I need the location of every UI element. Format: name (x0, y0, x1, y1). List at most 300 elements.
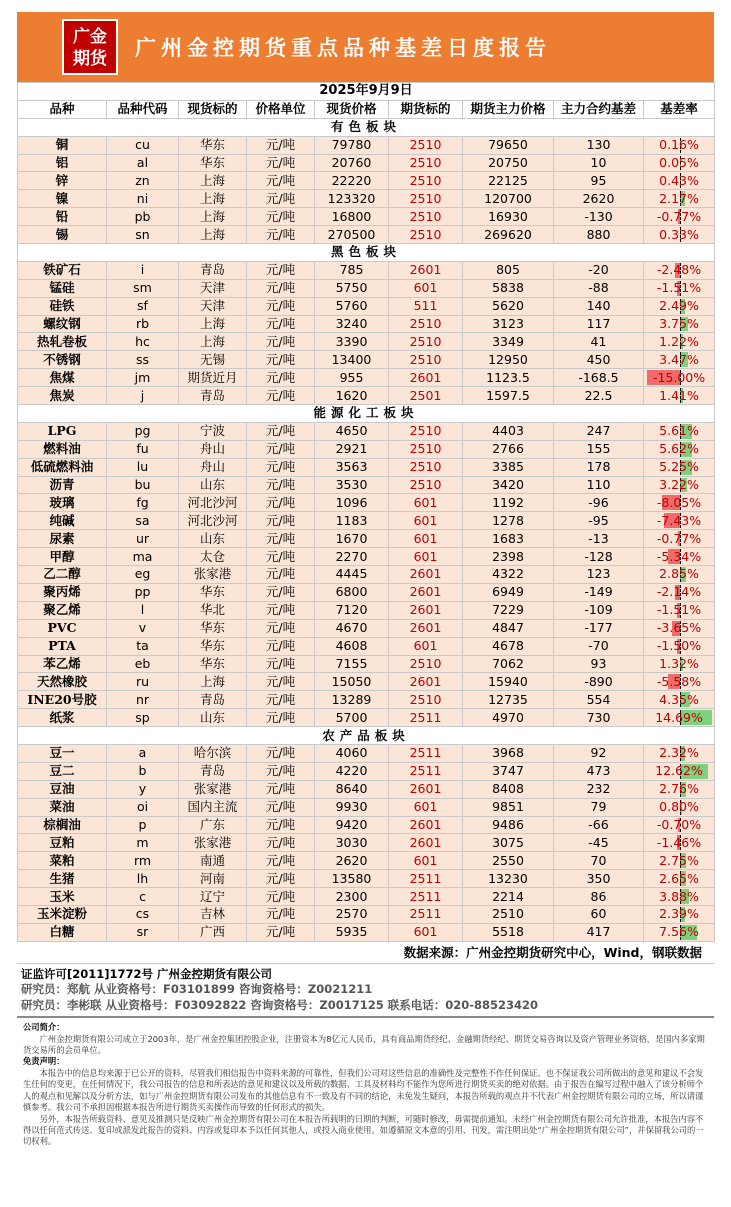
cell-contract: 601 (389, 923, 463, 941)
cell-basis: -88 (554, 279, 644, 297)
cell-basis: 140 (554, 297, 644, 315)
cell-code: rm (107, 852, 179, 870)
cell-unit: 元/吨 (247, 601, 315, 619)
cell-spot: 3530 (315, 476, 389, 494)
cell-basis: 79 (554, 798, 644, 816)
company-text: 广州金控期货有限公司成立于2003年，是广州金控集团控股企业，注册资本为8亿元人民币，具有商品期货经纪、金融期货经纪、期货交易咨询以及资产管理业务资格，是国内多家期货交易所的会员单位。 (23, 1033, 705, 1056)
cell-futures: 3385 (463, 458, 554, 476)
cell-spot: 1096 (315, 494, 389, 512)
cell-name: 纸浆 (18, 709, 107, 727)
cell-spot: 1670 (315, 530, 389, 548)
cell-location: 吉林 (179, 905, 247, 923)
cell-rate (644, 619, 715, 637)
table-row (18, 905, 715, 923)
table-row (18, 780, 715, 798)
cell-unit: 元/吨 (247, 458, 315, 476)
cell-futures: 7229 (463, 601, 554, 619)
cell-basis: 730 (554, 709, 644, 727)
cell-futures: 120700 (463, 190, 554, 208)
cell-basis: 417 (554, 923, 644, 941)
cell-basis: 86 (554, 888, 644, 906)
cell-basis: 95 (554, 172, 644, 190)
rate-text: -1.46% (656, 834, 702, 850)
cell-name: 天然橡胶 (18, 673, 107, 691)
cell-location: 河南 (179, 870, 247, 888)
cell-code: p (107, 816, 179, 834)
cell-unit: 元/吨 (247, 226, 315, 244)
cell-location: 上海 (179, 673, 247, 691)
table-row (18, 136, 715, 154)
cell-contract: 2510 (389, 226, 463, 244)
table-row (18, 816, 715, 834)
cell-futures: 4970 (463, 709, 554, 727)
cell-contract: 2601 (389, 566, 463, 584)
disclaimer-paragraph-1: 本报告中的信息均来源于已公开的资料，尽管我们相信报告中资料来源的可靠性，但我们公司对这些信息的准确性及完整性不作任何保证。也不保证我公司所做出的意见和建议不会发生任何的变更，在任何情况下，我公司报告的信息和所表达的意见和建议以及所载的数据、工具及材料均不能作为您所进行期货买卖的绝对依据。由于报告在编写过程中融入了该分析师个人的观点和见解以及分析方法，如与广州金控期货有限公司发布的其他信息有不一致及有不同的结论，未免发生疑问，本报告所载的观点并不代表广州金控期货有限公司的立场，所以请谨慎参考。我公司不承担因根据本报告所进行期货买卖操作而导致的任何形式的损失。 (23, 1067, 704, 1113)
rate-text: 2.49% (659, 298, 699, 314)
table-row (18, 762, 715, 780)
cell-spot: 2300 (315, 888, 389, 906)
cell-location: 天津 (179, 297, 247, 315)
cell-basis: 247 (554, 422, 644, 440)
cell-spot: 79780 (315, 136, 389, 154)
report-banner (17, 12, 714, 82)
table-row (18, 208, 715, 226)
cell-code: ss (107, 351, 179, 369)
cell-contract: 2510 (389, 458, 463, 476)
cell-unit: 元/吨 (247, 691, 315, 709)
cell-rate (644, 691, 715, 709)
cell-unit: 元/吨 (247, 619, 315, 637)
cell-location: 青岛 (179, 387, 247, 405)
cell-unit: 元/吨 (247, 261, 315, 279)
cell-unit: 元/吨 (247, 923, 315, 941)
cell-futures: 20750 (463, 154, 554, 172)
cell-contract: 601 (389, 530, 463, 548)
cell-code: rb (107, 315, 179, 333)
rate-text: 2.75% (659, 852, 699, 868)
cell-spot: 3240 (315, 315, 389, 333)
rate-text: 0.43% (659, 172, 699, 188)
table-row (18, 888, 715, 906)
cell-spot: 955 (315, 369, 389, 387)
cell-contract: 2510 (389, 172, 463, 190)
cell-name: INE20号胶 (18, 691, 107, 709)
cell-code: nr (107, 691, 179, 709)
cell-basis: 60 (554, 905, 644, 923)
rate-text: 1.22% (659, 333, 699, 349)
cell-code: lh (107, 870, 179, 888)
disclaimer-heading: 免责声明： (23, 1056, 65, 1067)
cell-spot: 3563 (315, 458, 389, 476)
cell-location: 张家港 (179, 780, 247, 798)
section-title: 有色板块 (18, 118, 715, 136)
rate-text: 3.75% (659, 316, 699, 332)
cell-basis: -890 (554, 673, 644, 691)
cell-futures: 3075 (463, 834, 554, 852)
cell-basis: 22.5 (554, 387, 644, 405)
cell-name: 豆一 (18, 744, 107, 762)
cell-basis: 130 (554, 136, 644, 154)
researcher-line-2: 研究员：李彬联 从业资格号：F03092822 咨询资格号：Z0017125 联系电话：020-88523420 (21, 997, 539, 1012)
cell-name: LPG (18, 422, 107, 440)
cell-spot: 22220 (315, 172, 389, 190)
cell-contract: 601 (389, 279, 463, 297)
cell-spot: 6800 (315, 583, 389, 601)
cell-location: 张家港 (179, 566, 247, 584)
cell-rate (644, 852, 715, 870)
column-header: 期货主力价格 (463, 100, 554, 118)
cell-contract: 601 (389, 494, 463, 512)
cell-location: 无锡 (179, 351, 247, 369)
cell-basis: -149 (554, 583, 644, 601)
cell-contract: 2601 (389, 369, 463, 387)
cell-code: m (107, 834, 179, 852)
cell-name: 沥青 (18, 476, 107, 494)
rate-text: -0.77% (656, 530, 702, 546)
cell-code: ma (107, 548, 179, 566)
cell-name: 聚丙烯 (18, 583, 107, 601)
cell-unit: 元/吨 (247, 315, 315, 333)
rate-text: -0.70% (656, 816, 702, 832)
cell-contract: 2501 (389, 387, 463, 405)
cell-name: 锌 (18, 172, 107, 190)
cell-rate (644, 476, 715, 494)
cell-rate (644, 136, 715, 154)
rate-text: 0.33% (659, 226, 699, 242)
cell-rate (644, 190, 715, 208)
table-row (18, 923, 715, 941)
company-heading: 公司简介： (23, 1022, 65, 1033)
cell-location: 上海 (179, 333, 247, 351)
cell-unit: 元/吨 (247, 351, 315, 369)
cell-name: 铁矿石 (18, 261, 107, 279)
cell-contract: 601 (389, 512, 463, 530)
table-row (18, 548, 715, 566)
table-row (18, 494, 715, 512)
column-header: 期货标的 (389, 100, 463, 118)
cell-code: eb (107, 655, 179, 673)
cell-code: y (107, 780, 179, 798)
cell-code: b (107, 762, 179, 780)
table-row (18, 154, 715, 172)
cell-contract: 2601 (389, 816, 463, 834)
table-row (18, 619, 715, 637)
cell-location: 华东 (179, 583, 247, 601)
cell-code: j (107, 387, 179, 405)
cell-code: bu (107, 476, 179, 494)
cell-rate (644, 279, 715, 297)
cell-spot: 4060 (315, 744, 389, 762)
basis-table (17, 82, 715, 942)
cell-name: 菜油 (18, 798, 107, 816)
cell-unit: 元/吨 (247, 798, 315, 816)
cell-basis: 70 (554, 852, 644, 870)
rate-text: -7.43% (656, 512, 702, 528)
cell-spot: 15050 (315, 673, 389, 691)
report (17, 12, 714, 1152)
cell-futures: 5518 (463, 923, 554, 941)
cell-unit: 元/吨 (247, 548, 315, 566)
cell-unit: 元/吨 (247, 834, 315, 852)
cell-futures: 2510 (463, 905, 554, 923)
cell-spot: 4608 (315, 637, 389, 655)
cell-rate (644, 905, 715, 923)
cell-basis: 93 (554, 655, 644, 673)
cell-contract: 2510 (389, 351, 463, 369)
rate-text: 1.32% (659, 655, 699, 671)
table-row (18, 637, 715, 655)
rate-text: -15.00% (652, 369, 706, 385)
cell-unit: 元/吨 (247, 816, 315, 834)
cell-spot: 4670 (315, 619, 389, 637)
cell-unit: 元/吨 (247, 190, 315, 208)
cell-rate (644, 530, 715, 548)
cell-code: pb (107, 208, 179, 226)
cell-contract: 2601 (389, 834, 463, 852)
cell-rate (644, 601, 715, 619)
cell-name: 豆粕 (18, 834, 107, 852)
table-row (18, 226, 715, 244)
cell-name: 玉米 (18, 888, 107, 906)
cell-name: 镍 (18, 190, 107, 208)
rate-text: 2.32% (659, 745, 699, 761)
cell-code: lu (107, 458, 179, 476)
cell-basis: -128 (554, 548, 644, 566)
cell-unit: 元/吨 (247, 780, 315, 798)
cell-name: 豆油 (18, 780, 107, 798)
cell-name: 棕榈油 (18, 816, 107, 834)
table-row (18, 387, 715, 405)
cell-code: ni (107, 190, 179, 208)
cell-contract: 2510 (389, 333, 463, 351)
cell-location: 山东 (179, 476, 247, 494)
cell-location: 舟山 (179, 440, 247, 458)
rate-text: 3.88% (659, 888, 699, 904)
cell-spot: 13289 (315, 691, 389, 709)
cell-name: 苯乙烯 (18, 655, 107, 673)
cell-futures: 3747 (463, 762, 554, 780)
cell-futures: 15940 (463, 673, 554, 691)
table-row (18, 172, 715, 190)
table-row (18, 351, 715, 369)
cell-spot: 123320 (315, 190, 389, 208)
cell-unit: 元/吨 (247, 279, 315, 297)
rate-text: -1.51% (656, 280, 702, 296)
cell-location: 青岛 (179, 691, 247, 709)
rate-text: -8.05% (656, 494, 702, 510)
cell-location: 南通 (179, 852, 247, 870)
table-row (18, 655, 715, 673)
table-row (18, 673, 715, 691)
cell-contract: 2511 (389, 870, 463, 888)
cell-spot: 9930 (315, 798, 389, 816)
cell-futures: 5620 (463, 297, 554, 315)
cell-name: 焦煤 (18, 369, 107, 387)
cell-rate (644, 655, 715, 673)
table-row (18, 512, 715, 530)
rate-text: -1.51% (656, 602, 702, 618)
cell-contract: 2510 (389, 315, 463, 333)
cell-futures: 5838 (463, 279, 554, 297)
rate-text: 2.76% (659, 781, 699, 797)
cell-basis: 41 (554, 333, 644, 351)
cell-name: 锰硅 (18, 279, 107, 297)
cell-rate (644, 261, 715, 279)
cell-name: 热轧卷板 (18, 333, 107, 351)
table-row (18, 315, 715, 333)
cell-basis: -20 (554, 261, 644, 279)
company-logo (62, 19, 118, 75)
rate-text: -2.48% (656, 262, 702, 278)
cell-name: 铝 (18, 154, 107, 172)
cell-code: pg (107, 422, 179, 440)
cell-code: sn (107, 226, 179, 244)
cell-futures: 1683 (463, 530, 554, 548)
cell-futures: 79650 (463, 136, 554, 154)
cell-location: 华北 (179, 601, 247, 619)
cell-rate (644, 387, 715, 405)
cell-spot: 5760 (315, 297, 389, 315)
cell-basis: -168.5 (554, 369, 644, 387)
table-row (18, 583, 715, 601)
section-title: 能源化工板块 (18, 405, 715, 423)
cell-spot: 270500 (315, 226, 389, 244)
rate-text: 0.16% (659, 137, 699, 153)
rate-text: 5.61% (659, 423, 699, 439)
rate-text: 2.39% (659, 906, 699, 922)
data-source: 数据来源：广州金控期货研究中心，Wind，钢联数据 (17, 942, 714, 964)
cell-contract: 2511 (389, 744, 463, 762)
cell-spot: 5700 (315, 709, 389, 727)
cell-location: 山东 (179, 709, 247, 727)
cell-rate (644, 172, 715, 190)
rate-text: 2.65% (659, 870, 699, 886)
cell-location: 哈尔滨 (179, 744, 247, 762)
table-row (18, 870, 715, 888)
table-row (18, 691, 715, 709)
cell-unit: 元/吨 (247, 762, 315, 780)
table-row (18, 440, 715, 458)
cell-code: oi (107, 798, 179, 816)
cell-name: 白糖 (18, 923, 107, 941)
cell-code: c (107, 888, 179, 906)
cell-location: 青岛 (179, 261, 247, 279)
cell-futures: 6949 (463, 583, 554, 601)
cell-location: 期货近月 (179, 369, 247, 387)
cell-unit: 元/吨 (247, 530, 315, 548)
column-header: 品种代码 (107, 100, 179, 118)
rate-text: 12.62% (655, 763, 703, 779)
cell-contract: 2510 (389, 655, 463, 673)
cell-spot: 13400 (315, 351, 389, 369)
cell-name: 焦炭 (18, 387, 107, 405)
cell-contract: 2511 (389, 762, 463, 780)
cell-rate (644, 816, 715, 834)
cell-spot: 2570 (315, 905, 389, 923)
cell-rate (644, 297, 715, 315)
cell-futures: 9486 (463, 816, 554, 834)
cell-code: jm (107, 369, 179, 387)
cell-contract: 2510 (389, 190, 463, 208)
cell-location: 广东 (179, 816, 247, 834)
cell-contract: 511 (389, 297, 463, 315)
cell-rate (644, 512, 715, 530)
table-row (18, 261, 715, 279)
cell-futures: 12950 (463, 351, 554, 369)
cell-spot: 7120 (315, 601, 389, 619)
table-row (18, 709, 715, 727)
cell-spot: 4220 (315, 762, 389, 780)
rate-text: 7.56% (659, 924, 699, 940)
cell-spot: 2270 (315, 548, 389, 566)
cell-code: l (107, 601, 179, 619)
rate-text: -3.65% (656, 620, 702, 636)
cell-futures: 3349 (463, 333, 554, 351)
cell-futures: 805 (463, 261, 554, 279)
rate-text: 3.22% (659, 477, 699, 493)
table-row (18, 834, 715, 852)
cell-basis: 554 (554, 691, 644, 709)
cell-spot: 5935 (315, 923, 389, 941)
column-header: 价格单位 (247, 100, 315, 118)
cell-location: 张家港 (179, 834, 247, 852)
cell-unit: 元/吨 (247, 154, 315, 172)
table-row (18, 279, 715, 297)
cell-rate (644, 369, 715, 387)
cell-unit: 元/吨 (247, 333, 315, 351)
cell-futures: 3123 (463, 315, 554, 333)
cell-unit: 元/吨 (247, 297, 315, 315)
table-row (18, 852, 715, 870)
cell-spot: 785 (315, 261, 389, 279)
cell-unit: 元/吨 (247, 744, 315, 762)
cell-basis: -109 (554, 601, 644, 619)
cell-contract: 2601 (389, 261, 463, 279)
cell-rate (644, 637, 715, 655)
cell-unit: 元/吨 (247, 852, 315, 870)
cell-futures: 2398 (463, 548, 554, 566)
cell-basis: -95 (554, 512, 644, 530)
cell-contract: 2601 (389, 583, 463, 601)
cell-spot: 9420 (315, 816, 389, 834)
cell-location: 华东 (179, 637, 247, 655)
cell-rate (644, 673, 715, 691)
cell-location: 华东 (179, 619, 247, 637)
cell-code: cu (107, 136, 179, 154)
cell-code: v (107, 619, 179, 637)
cell-unit: 元/吨 (247, 709, 315, 727)
cell-futures: 1192 (463, 494, 554, 512)
report-title: 广州金控期货重点品种基差日度报告 (135, 35, 551, 60)
rate-text: 5.62% (659, 441, 699, 457)
cell-rate (644, 798, 715, 816)
cell-rate (644, 870, 715, 888)
cell-spot: 1620 (315, 387, 389, 405)
logo-line-2: 期货 (73, 49, 107, 69)
cell-futures: 1278 (463, 512, 554, 530)
cell-name: 菜粕 (18, 852, 107, 870)
cell-contract: 2510 (389, 440, 463, 458)
cell-spot: 7155 (315, 655, 389, 673)
cell-contract: 2511 (389, 888, 463, 906)
cell-location: 华东 (179, 154, 247, 172)
cell-code: sf (107, 297, 179, 315)
cell-futures: 269620 (463, 226, 554, 244)
cell-name: 生猪 (18, 870, 107, 888)
cell-unit: 元/吨 (247, 566, 315, 584)
cell-unit: 元/吨 (247, 476, 315, 494)
licence-block (17, 964, 714, 1019)
